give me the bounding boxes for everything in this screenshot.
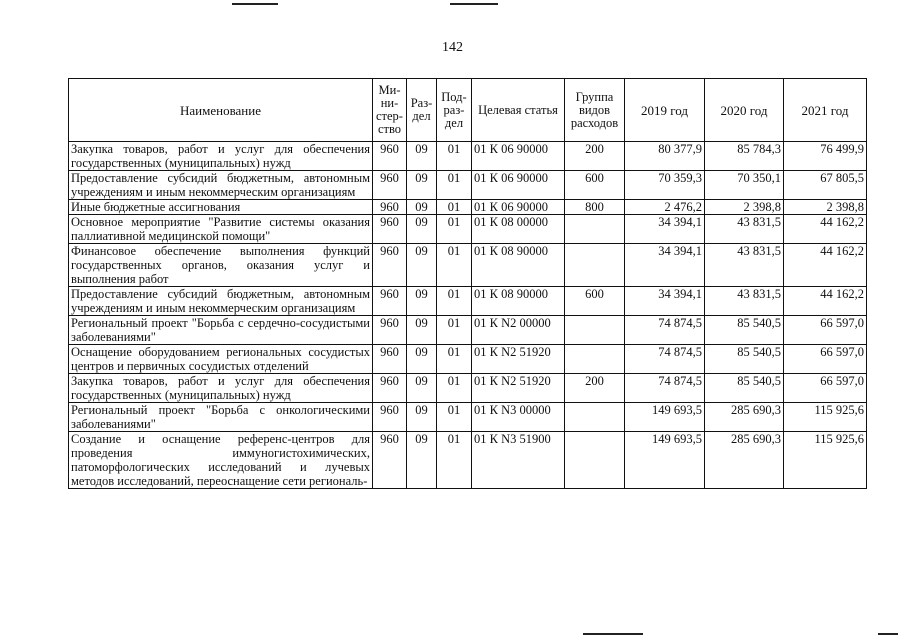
row-ministry: 960 [373, 215, 407, 244]
table-row [69, 171, 867, 200]
row-name-text: Предоставление субсидий бюджетным, автономным учреждениям и иным некоммерческим организациям [71, 287, 370, 315]
row-target: 01 К 08 90000 [472, 287, 565, 316]
row-target: 01 К 06 90000 [472, 142, 565, 171]
row-2021: 66 597,0 [784, 345, 867, 374]
page-number: 142 [442, 40, 463, 55]
row-2019: 2 476,2 [625, 200, 705, 215]
header-2021: 2021 год [784, 79, 867, 142]
header-group: Группа видов расходов [565, 79, 625, 142]
row-ministry: 960 [373, 171, 407, 200]
row-subsection: 01 [437, 287, 472, 316]
row-name [69, 244, 373, 287]
row-name [69, 403, 373, 432]
row-2021: 2 398,8 [784, 200, 867, 215]
row-name [69, 287, 373, 316]
row-2020: 85 784,3 [705, 142, 784, 171]
row-2019: 34 394,1 [625, 244, 705, 287]
row-section: 09 [407, 171, 437, 200]
row-section: 09 [407, 316, 437, 345]
row-name-text: Создание и оснащение референс-центров для проведения иммуногистохимических, патоморфологических исследований и лучевых методов исследований, переоснащение сети региональ- [71, 432, 370, 488]
row-target: 01 К 08 90000 [472, 244, 565, 287]
row-subsection: 01 [437, 171, 472, 200]
scan-edge-line [878, 633, 898, 635]
row-2019: 34 394,1 [625, 215, 705, 244]
row-group [565, 345, 625, 374]
row-target: 01 К 06 90000 [472, 200, 565, 215]
row-ministry: 960 [373, 244, 407, 287]
row-2019: 74 874,5 [625, 374, 705, 403]
row-2021: 115 925,6 [784, 432, 867, 489]
budget-table [68, 78, 867, 489]
row-subsection: 01 [437, 316, 472, 345]
scan-edge-line [450, 3, 498, 5]
row-name-text: Основное мероприятие "Развитие системы оказания паллиативной медицинской помощи" [71, 215, 370, 243]
header-ministry: Ми-ни-стер-ство [373, 79, 407, 142]
row-subsection: 01 [437, 200, 472, 215]
row-2019: 149 693,5 [625, 403, 705, 432]
row-name [69, 215, 373, 244]
row-section: 09 [407, 432, 437, 489]
header-target: Целевая статья [472, 79, 565, 142]
row-2020: 85 540,5 [705, 345, 784, 374]
row-group [565, 244, 625, 287]
row-2019: 74 874,5 [625, 345, 705, 374]
row-name-text: Региональный проект "Борьба с сердечно-сосудистыми заболеваниями" [71, 316, 370, 344]
row-group: 600 [565, 287, 625, 316]
row-2021: 66 597,0 [784, 374, 867, 403]
row-subsection: 01 [437, 244, 472, 287]
row-ministry: 960 [373, 287, 407, 316]
row-name [69, 200, 373, 215]
row-group [565, 215, 625, 244]
row-2021: 66 597,0 [784, 316, 867, 345]
row-ministry: 960 [373, 403, 407, 432]
row-target: 01 К 08 00000 [472, 215, 565, 244]
row-name [69, 345, 373, 374]
row-section: 09 [407, 142, 437, 171]
row-2021: 76 499,9 [784, 142, 867, 171]
row-section: 09 [407, 345, 437, 374]
header-section: Раз-дел [407, 79, 437, 142]
table-row [69, 316, 867, 345]
row-2021: 44 162,2 [784, 244, 867, 287]
row-name-text: Иные бюджетные ассигнования [71, 200, 241, 214]
row-ministry: 960 [373, 432, 407, 489]
row-target: 01 К 06 90000 [472, 171, 565, 200]
row-name-text: Предоставление субсидий бюджетным, автономным учреждениям и иным некоммерческим организациям [71, 171, 370, 199]
row-group: 600 [565, 171, 625, 200]
header-2019: 2019 год [625, 79, 705, 142]
table-row [69, 374, 867, 403]
row-group: 800 [565, 200, 625, 215]
row-2019: 149 693,5 [625, 432, 705, 489]
table-row [69, 142, 867, 171]
row-group: 200 [565, 374, 625, 403]
row-name [69, 171, 373, 200]
row-ministry: 960 [373, 374, 407, 403]
row-2020: 70 350,1 [705, 171, 784, 200]
row-name-text: Закупка товаров, работ и услуг для обеспечения государственных (муниципальных) нужд [71, 374, 370, 402]
row-subsection: 01 [437, 142, 472, 171]
row-section: 09 [407, 244, 437, 287]
row-subsection: 01 [437, 403, 472, 432]
row-section: 09 [407, 200, 437, 215]
row-name [69, 142, 373, 171]
scan-edge-line [583, 633, 643, 635]
row-2021: 44 162,2 [784, 287, 867, 316]
row-subsection: 01 [437, 345, 472, 374]
row-target: 01 К N3 00000 [472, 403, 565, 432]
row-name [69, 432, 373, 489]
row-name [69, 374, 373, 403]
header-name: Наименование [69, 79, 373, 142]
table-row [69, 244, 867, 287]
row-subsection: 01 [437, 432, 472, 489]
row-name-text: Региональный проект "Борьба с онкологическими заболеваниями" [71, 403, 370, 431]
row-ministry: 960 [373, 316, 407, 345]
row-subsection: 01 [437, 374, 472, 403]
table-row [69, 215, 867, 244]
row-target: 01 К N3 51900 [472, 432, 565, 489]
row-2020: 2 398,8 [705, 200, 784, 215]
row-group [565, 316, 625, 345]
row-subsection: 01 [437, 215, 472, 244]
row-2020: 43 831,5 [705, 215, 784, 244]
row-ministry: 960 [373, 345, 407, 374]
row-ministry: 960 [373, 200, 407, 215]
row-target: 01 К N2 51920 [472, 374, 565, 403]
row-2019: 70 359,3 [625, 171, 705, 200]
table-row [69, 287, 867, 316]
row-2020: 85 540,5 [705, 374, 784, 403]
row-2020: 285 690,3 [705, 432, 784, 489]
row-section: 09 [407, 287, 437, 316]
table-row [69, 200, 867, 215]
row-name-text: Закупка товаров, работ и услуг для обеспечения государственных (муниципальных) нужд [71, 142, 370, 170]
row-section: 09 [407, 215, 437, 244]
row-group [565, 432, 625, 489]
row-2020: 43 831,5 [705, 287, 784, 316]
row-2021: 67 805,5 [784, 171, 867, 200]
row-name [69, 316, 373, 345]
table-header-row [69, 79, 867, 142]
row-2021: 44 162,2 [784, 215, 867, 244]
row-group [565, 403, 625, 432]
row-2019: 74 874,5 [625, 316, 705, 345]
row-section: 09 [407, 374, 437, 403]
row-2019: 80 377,9 [625, 142, 705, 171]
row-group: 200 [565, 142, 625, 171]
row-2020: 85 540,5 [705, 316, 784, 345]
scan-edge-line [232, 3, 278, 5]
row-2020: 43 831,5 [705, 244, 784, 287]
table-row [69, 403, 867, 432]
row-2020: 285 690,3 [705, 403, 784, 432]
table-row [69, 345, 867, 374]
row-ministry: 960 [373, 142, 407, 171]
row-target: 01 К N2 51920 [472, 345, 565, 374]
row-name-text: Финансовое обеспечение выполнения функций государственных органов, оказания услуг и выполнения работ [71, 244, 370, 286]
row-target: 01 К N2 00000 [472, 316, 565, 345]
row-2021: 115 925,6 [784, 403, 867, 432]
table-row [69, 432, 867, 489]
header-2020: 2020 год [705, 79, 784, 142]
row-2019: 34 394,1 [625, 287, 705, 316]
row-name-text: Оснащение оборудованием региональных сосудистых центров и первичных сосудистых отделений [71, 345, 370, 373]
row-section: 09 [407, 403, 437, 432]
header-subsection: Под-раз-дел [437, 79, 472, 142]
